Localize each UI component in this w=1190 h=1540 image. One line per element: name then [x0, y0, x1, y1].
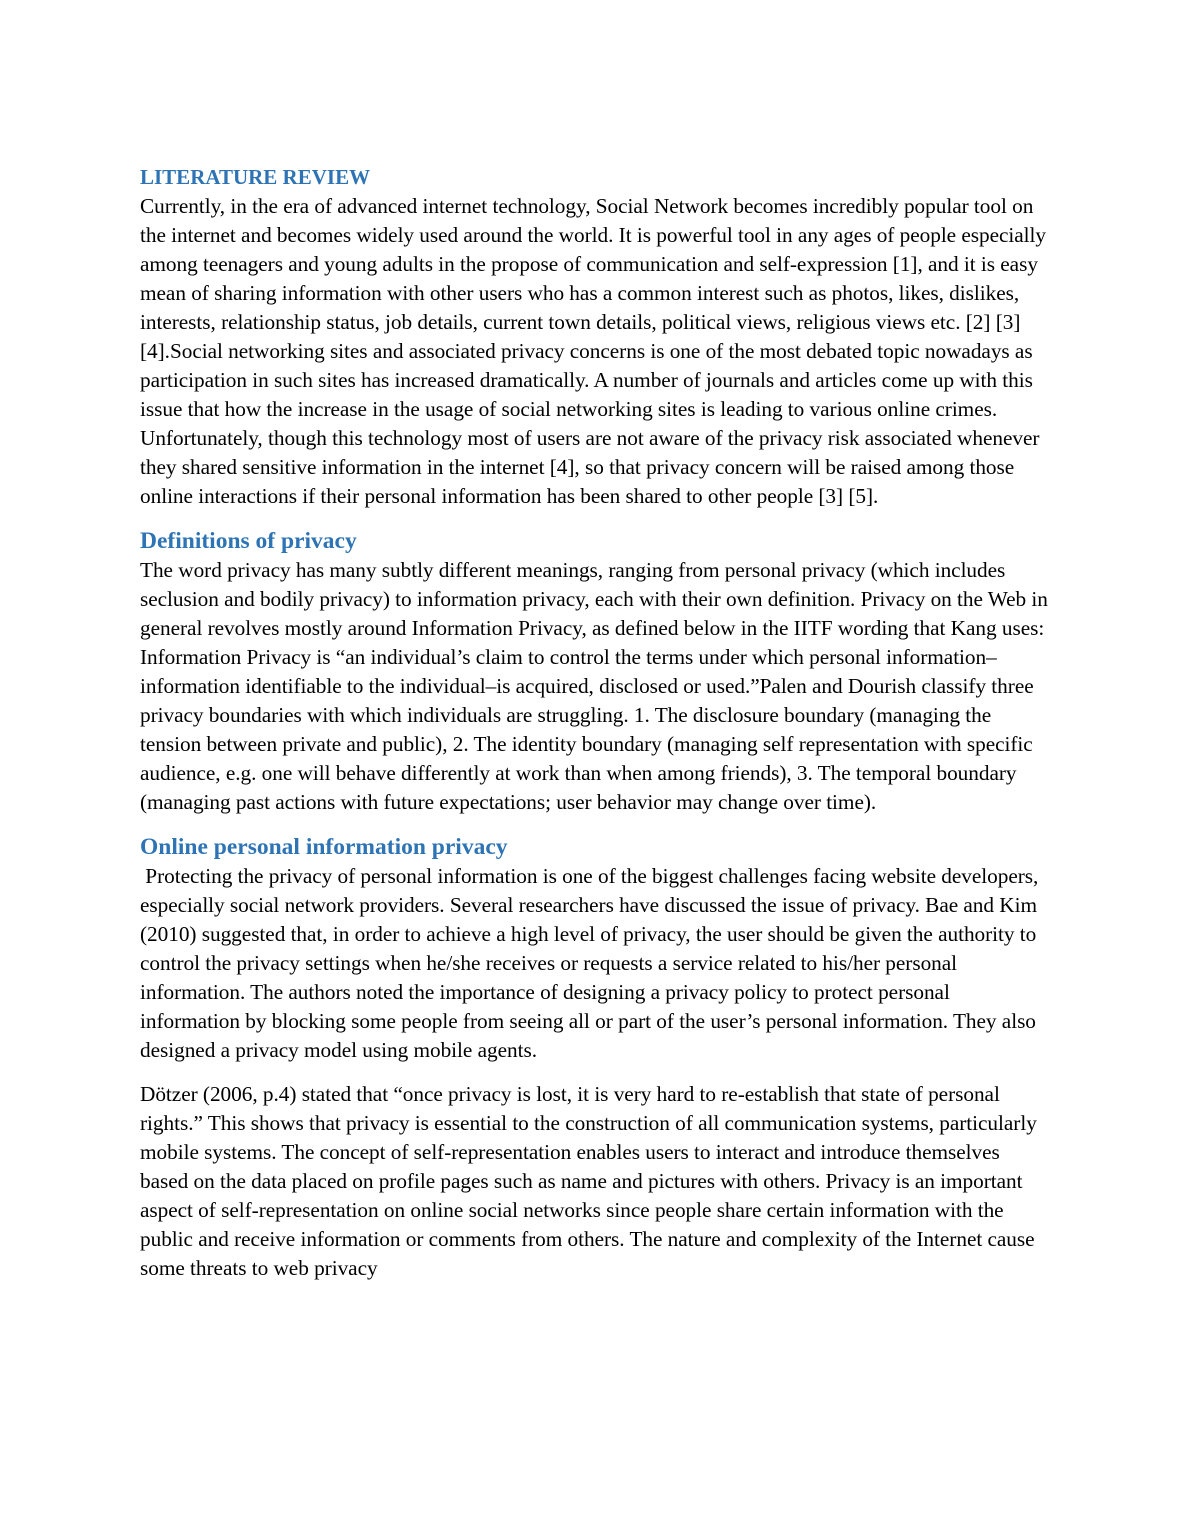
literature-review-heading: LITERATURE REVIEW — [140, 165, 371, 189]
document-body — [140, 163, 1052, 1283]
literature-review-paragraph: Currently, in the era of advanced internet technology, Social Network becomes incredibly popular tool on the internet and becomes widely used around the world. It is powerful tool in any ages of people especially among teenagers and young adults in the propose of communication and self-expression [1], and it is easy mean of sharing information with other users who has a common interest such as photos, likes, dislikes, interests, relationship status, job details, current town details, political views, religious views etc. [2] [3] [4].Social networking sites and associated privacy concerns is one of the most debated topic nowadays as participation in such sites has increased dramatically. A number of journals and articles come up with this issue that how the increase in the usage of social networking sites is leading to various online crimes. Unfortunately, though this technology most of users are not aware of the privacy risk associated whenever they shared sensitive information in the internet [4], so that privacy concern will be raised among those online interactions if their personal information has been shared to other people [3] [5]. — [140, 194, 1047, 508]
online-privacy-paragraph-1: Protecting the privacy of personal information is one of the biggest challenges facing website developers, especially social network providers. Several researchers have discussed the issue of privacy. Bae and Kim (2010) suggested that, in order to achieve a high level of privacy, the user should be given the authority to control the privacy settings when he/she receives or requests a service related to his/her personal information. The authors noted the importance of designing a privacy policy to protect personal information by blocking some people from seeing all or part of the user’s personal information. They also designed a privacy model using mobile agents. — [140, 864, 1039, 1062]
online-privacy-paragraph-2: Dötzer (2006, p.4) stated that “once privacy is lost, it is very hard to re-establish that state of personal rights.” This shows that privacy is essential to the construction of all communication systems, particularly mobile systems. The concept of self-representation enables users to interact and introduce themselves based on the data placed on profile pages such as name and pictures with others. Privacy is an important aspect of self-representation on online social networks since people share certain information with the public and receive information or comments from others. The nature and complexity of the Internet cause some threats to web privacy — [140, 1082, 1037, 1280]
definitions-paragraph: The word privacy has many subtly different meanings, ranging from personal privacy (which includes seclusion and bodily privacy) to information privacy, each with their own definition. Privacy on the Web in general revolves mostly around Information Privacy, as defined below in the IITF wording that Kang uses: Information Privacy is “an individual’s claim to control the terms under which personal information–information identifiable to the individual–is acquired, disclosed or used.”Palen and Dourish classify three privacy boundaries with which individuals are struggling. 1. The disclosure boundary (managing the tension between private and public), 2. The identity boundary (managing self representation with specific audience, e.g. one will behave differently at work than when among friends), 3. The temporal boundary (managing past actions with future expectations; user behavior may change over time). — [140, 558, 1048, 814]
online-privacy-heading: Online personal information privacy — [140, 834, 508, 860]
definitions-heading: Definitions of privacy — [140, 528, 357, 554]
